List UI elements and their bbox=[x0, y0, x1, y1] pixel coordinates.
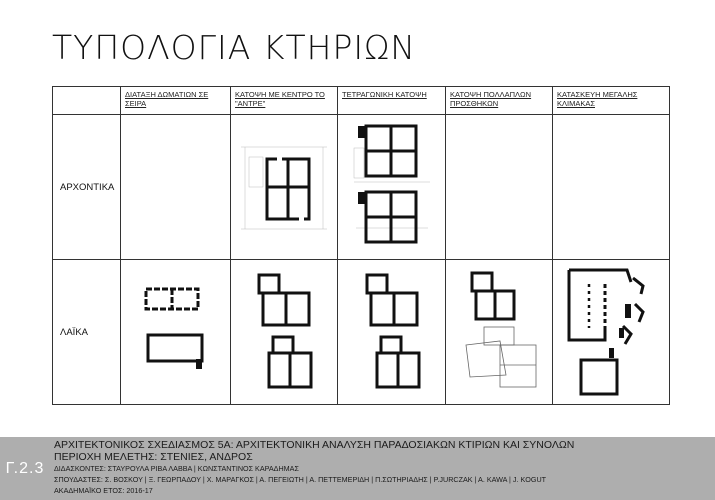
floor-plan-cell bbox=[231, 115, 338, 260]
empty-cell bbox=[446, 115, 553, 260]
sheet-code: Γ.2.3 bbox=[5, 459, 45, 477]
column-header: ΔΙΑΤΑΞΗ ΔΩΜΑΤΙΩΝ ΣΕ ΣΕΙΡΑ bbox=[121, 87, 231, 115]
instructors: ΔΙΔΑΣΚΟΝΤΕΣ: ΣΤΑΥΡΟΥΛΑ ΡΙΒΑ ΛΑΒΒΑ | ΚΩΝΣΤΑΝΤΙΝΟΣ ΚΑΡΑΔΗΜΑΣ bbox=[54, 464, 299, 473]
empty-cell bbox=[121, 115, 231, 260]
floor-plan-cell bbox=[553, 260, 670, 405]
floor-plan-cell bbox=[338, 260, 446, 405]
floor-plan-cell bbox=[338, 115, 446, 260]
floor-plan-drawing bbox=[136, 277, 216, 387]
floor-plan-drawing bbox=[239, 137, 329, 237]
table-row bbox=[53, 115, 670, 260]
empty-cell bbox=[553, 115, 670, 260]
floor-plan-cell bbox=[446, 260, 553, 405]
column-header: ΚΑΤΑΣΚΕΥΗ ΜΕΓΑΛΗΣ ΚΛΙΜΑΚΑΣ bbox=[553, 87, 670, 115]
row-label: ΛΑΪΚΑ bbox=[53, 260, 121, 405]
floor-plan-drawing bbox=[352, 118, 432, 256]
table-row bbox=[53, 260, 670, 405]
floor-plan-cell bbox=[121, 260, 231, 405]
column-header: ΤΕΤΡΑΓΩΝΙΚΗ ΚΑΤΟΨΗ bbox=[338, 87, 446, 115]
table-header-row bbox=[53, 87, 670, 115]
study-area: ΠΕΡΙΟΧΗ ΜΕΛΕΤΗΣ: ΣΤΕΝΙΕΣ, ΑΝΔΡΟΣ bbox=[54, 451, 253, 463]
page-title: ΤΥΠΟΛΟΓΙΑ ΚΤΗΡΙΩΝ bbox=[52, 28, 416, 67]
column-header: ΚΑΤΟΨΗ ΠΟΛΛΑΠΛΩΝ ΠΡΟΣΘΗΚΩΝ bbox=[446, 87, 553, 115]
row-label: ΑΡΧΟΝΤΙΚΑ bbox=[53, 115, 121, 260]
column-header: ΚΑΤΟΨΗ ΜΕ ΚΕΝΤΡΟ ΤΟ "ΑΝΤΡΕ" bbox=[231, 87, 338, 115]
floor-plan-drawing bbox=[249, 267, 319, 397]
floor-plan-drawing bbox=[357, 267, 427, 397]
floor-plan-drawing bbox=[561, 264, 661, 400]
floor-plan-drawing bbox=[454, 267, 544, 397]
course-title: ΑΡΧΙΤΕΚΤΟΝΙΚΟΣ ΣΧΕΔΙΑΣΜΟΣ 5Α: ΑΡΧΙΤΕΚΤΟΝΙΚΗ ΑΝΑΛΥΣΗ ΠΑΡΑΔΟΣΙΑΚΩΝ ΚΤΙΡΙΩΝ ΚΑΙ ΣΥΝΟΛΩΝ bbox=[54, 439, 575, 451]
academic-year: ΑΚΑΔΗΜΑΪΚΟ ΕΤΟΣ: 2016-17 bbox=[54, 486, 153, 495]
typology-table bbox=[52, 86, 670, 405]
header-corner bbox=[53, 87, 121, 115]
floor-plan-cell bbox=[231, 260, 338, 405]
students: ΣΠΟΥΔΑΣΤΕΣ: Σ. ΒΟΣΚΟΥ | Ξ. ΓΕΩΡΠΑΔΟΥ | Χ. ΜΑΡΑΓΚΟΣ | Α. ΠΕΓΕΙΩΤΗ | Α. ΠΕΤΤΕΜΕΡΙΔΗ | Π.ΣΩΤΗΡΙΑΔΗΣ | P.JURCZAK | A. KAWA | J. KOGUT bbox=[54, 475, 547, 484]
